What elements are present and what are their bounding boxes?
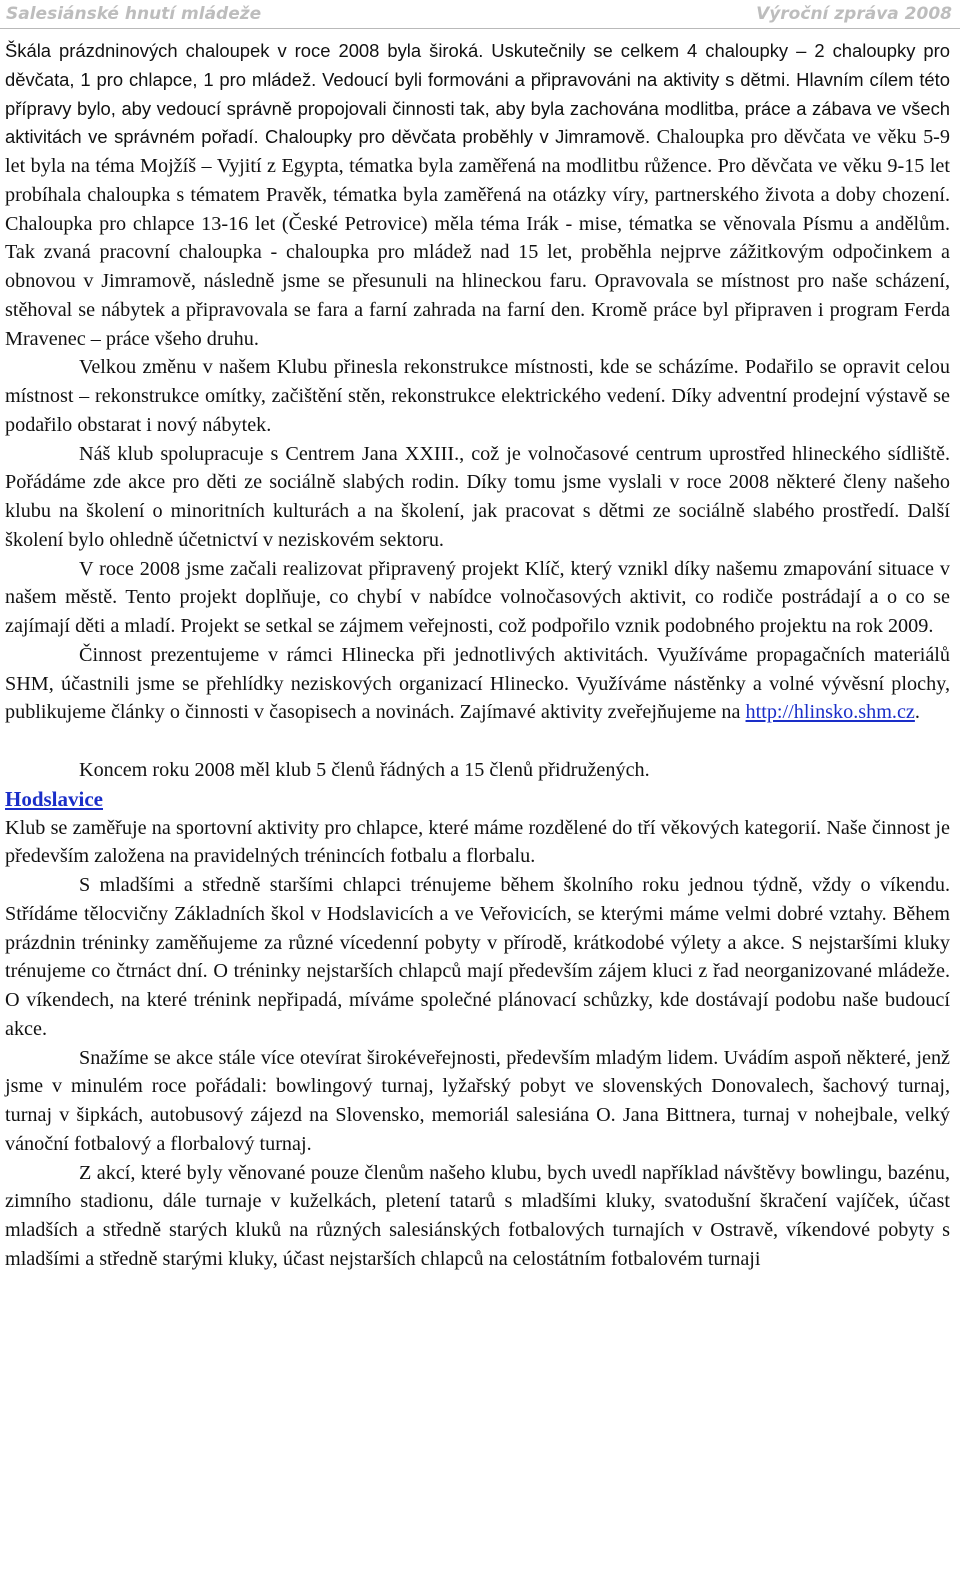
paragraph-hodslavice-events: Snažíme se akce stále více otevírat širokéveřejnosti, především mladým lidem. Uvádím aspoň některé, jenž jsme v minulém roce pořádali: bowlingový turnaj, lyžařský pobyt ve slovenských Donovalech, šachový turnaj, turnaj v šipkách, autobusový zájezd na Slovensko, memoriál salesiána O. Jana Bittnera, turnaj v nohejbale, velký vánoční fotbalový a florbalový turnaj. [5, 1046, 950, 1155]
paragraph-summer-cottages [5, 37, 950, 353]
spacer [5, 727, 950, 756]
paragraph-presentation [5, 641, 950, 727]
paragraph-hodslavice-training: S mladšími a středně staršími chlapci trénujeme během školního roku jednou týdně, vždy o víkendu. Střídáme tělocvičny Základních škol v Hodslavicích a ve Veřovicích, se kterými máme velmi dobré vztahy. Během prázdnin tréninky zaměňujeme za různé vícedenní pobyty v přírodě, krátkodobé výlety a akce. S nejstaršími kluky trénujeme co čtrnáct dní. O tréninky nejstarších chlapců mají především zájem kluci z řad neorganizované mládeže. O víkendech, na které trénink nepřipadá, míváme společné plánovací schůzky, kde dostávají podobu naše budoucí akce. [5, 874, 950, 1040]
page-header [0, 0, 960, 29]
paragraph-summer-cottages-intro: Škála prázdninových chaloupek v roce 2008 byla široká. Uskutečnily se celkem 4 chaloupky – 2 chaloupky pro děvčata, 1 pro chlapce, 1 pro mládež. Vedoucí byli formováni a připravováni na aktivity s dětmi. Hlavním cílem této přípravy bylo, aby vedoucí správně propojovali činnosti tak, aby byla zachována modlitba, práce a zábava ve všech aktivitách ve správném pořadí. Chaloupky pro děvčata proběhly v Jimramově. [5, 40, 950, 148]
paragraph-summer-cottages-details: Chaloupka pro děvčata ve věku 5-9 let byla na téma Mojžíš – Vyjití z Egypta, tématka byla zaměřená na modlitbu růžence. Pro děvčata ve věku 9-15 let probíhala chaloupka s tématem Pravěk, tématka byla zaměřená na otázky víry, partnerského života a doby chození. Chaloupka pro chlapce 13-16 let (České Petrovice) měla téma Irák - mise, tématka se věnovala Písmu a andělům. Tak zvaná pracovní chaloupka - chaloupka pro mládež nad 15 let, proběhla nejprve zážitkovým odpočinkem a obnovou v Jimramově, následně jsme se přesunuli na hlineckou faru. Opravovala se místnost pro naše scházení, stěhoval se nábytek a připravovala se fara a farní zahrada na farní den. Kromě práce byl připraven i program Ferda Mravenec – práce všeho druhu. [5, 126, 950, 350]
header-organization: Salesiánské hnutí mládeže [6, 4, 262, 24]
presentation-text: Činnost prezentujeme v rámci Hlinecka při jednotlivých aktivitách. Využíváme propagačních materiálů SHM, účastnili jsme se přehlídky neziskových organizací Hlinecko. Využíváme nástěnky a volné vývěsní plochy, publikujeme články o činnosti v časopisech a novinách. Zajímavé aktivity zveřejňujeme na [5, 643, 950, 724]
presentation-end: . [914, 701, 920, 724]
paragraph-club-renovation: Velkou změnu v našem Klubu přinesla rekonstrukce místnosti, kde se scházíme. Podařilo se opravit celou místnost – rekonstrukce omítky, začištění stěn, rekonstrukce elektrického vedení. Díky adventní prodejní výstavě se podařilo obstarat i nový nábytek. [5, 356, 950, 436]
paragraph-cooperation: Náš klub spolupracuje s Centrem Jana XXIII., což je volnočasové centrum uprostřed hlineckého sídliště. Pořádáme zde akce pro děti ze sociálně slabých rodin. Díky tomu jsme vyslali v roce 2008 některé členy našeho klubu na školení o minoritních kulturách a na školení, jak pracovat s dětmi ze sociálně slabého prostředí. Další školení bylo ohledně účetnictví v neziskovém sektoru. [5, 442, 950, 551]
paragraph-hodslavice-member-events: Z akcí, které byly věnované pouze členům našeho klubu, bych uvedl například návštěvy bowlingu, bazénu, zimního stadionu, dále turnaje v kuželkách, pletení tatarů s mladšími kluky, svatodušní škračení vajíček, účast mladších a středně starých kluků na různých salesiánských fotbalových turnajích v Ostravě, víkendové pobyty s mladšími a středně starými kluky, účast nejstarších chlapců na celostátním fotbalovém turnaji [5, 1161, 950, 1270]
section-heading-hodslavice[interactable]: Hodslavice [5, 786, 103, 811]
paragraph-hodslavice-intro: Klub se zaměřuje na sportovní aktivity pro chlapce, které máme rozdělené do tří věkových kategorií. Naše činnost je především založena na pravidelných trénincích fotbalu a florbalu. [5, 816, 950, 868]
paragraph-membership: Koncem roku 2008 měl klub 5 členů řádných a 15 členů přidružených. [79, 759, 650, 781]
paragraph-project-klic: V roce 2008 jsme začali realizovat připravený projekt Klíč, který vznikl díky našemu zmapování situace v našem městě. Tento projekt doplňuje, co chybí v nabídce volnočasových aktivit, co rodiče postrádají a o co se zajímají děti a mladí. Projekt se setkal se zájmem veřejnosti, což podpořilo vznik podobného projektu na rok 2009. [5, 557, 950, 637]
header-report-title: Výroční zpráva 2008 [756, 4, 952, 24]
document-body [5, 37, 950, 1274]
website-link[interactable]: http://hlinsko.shm.cz [745, 701, 915, 724]
